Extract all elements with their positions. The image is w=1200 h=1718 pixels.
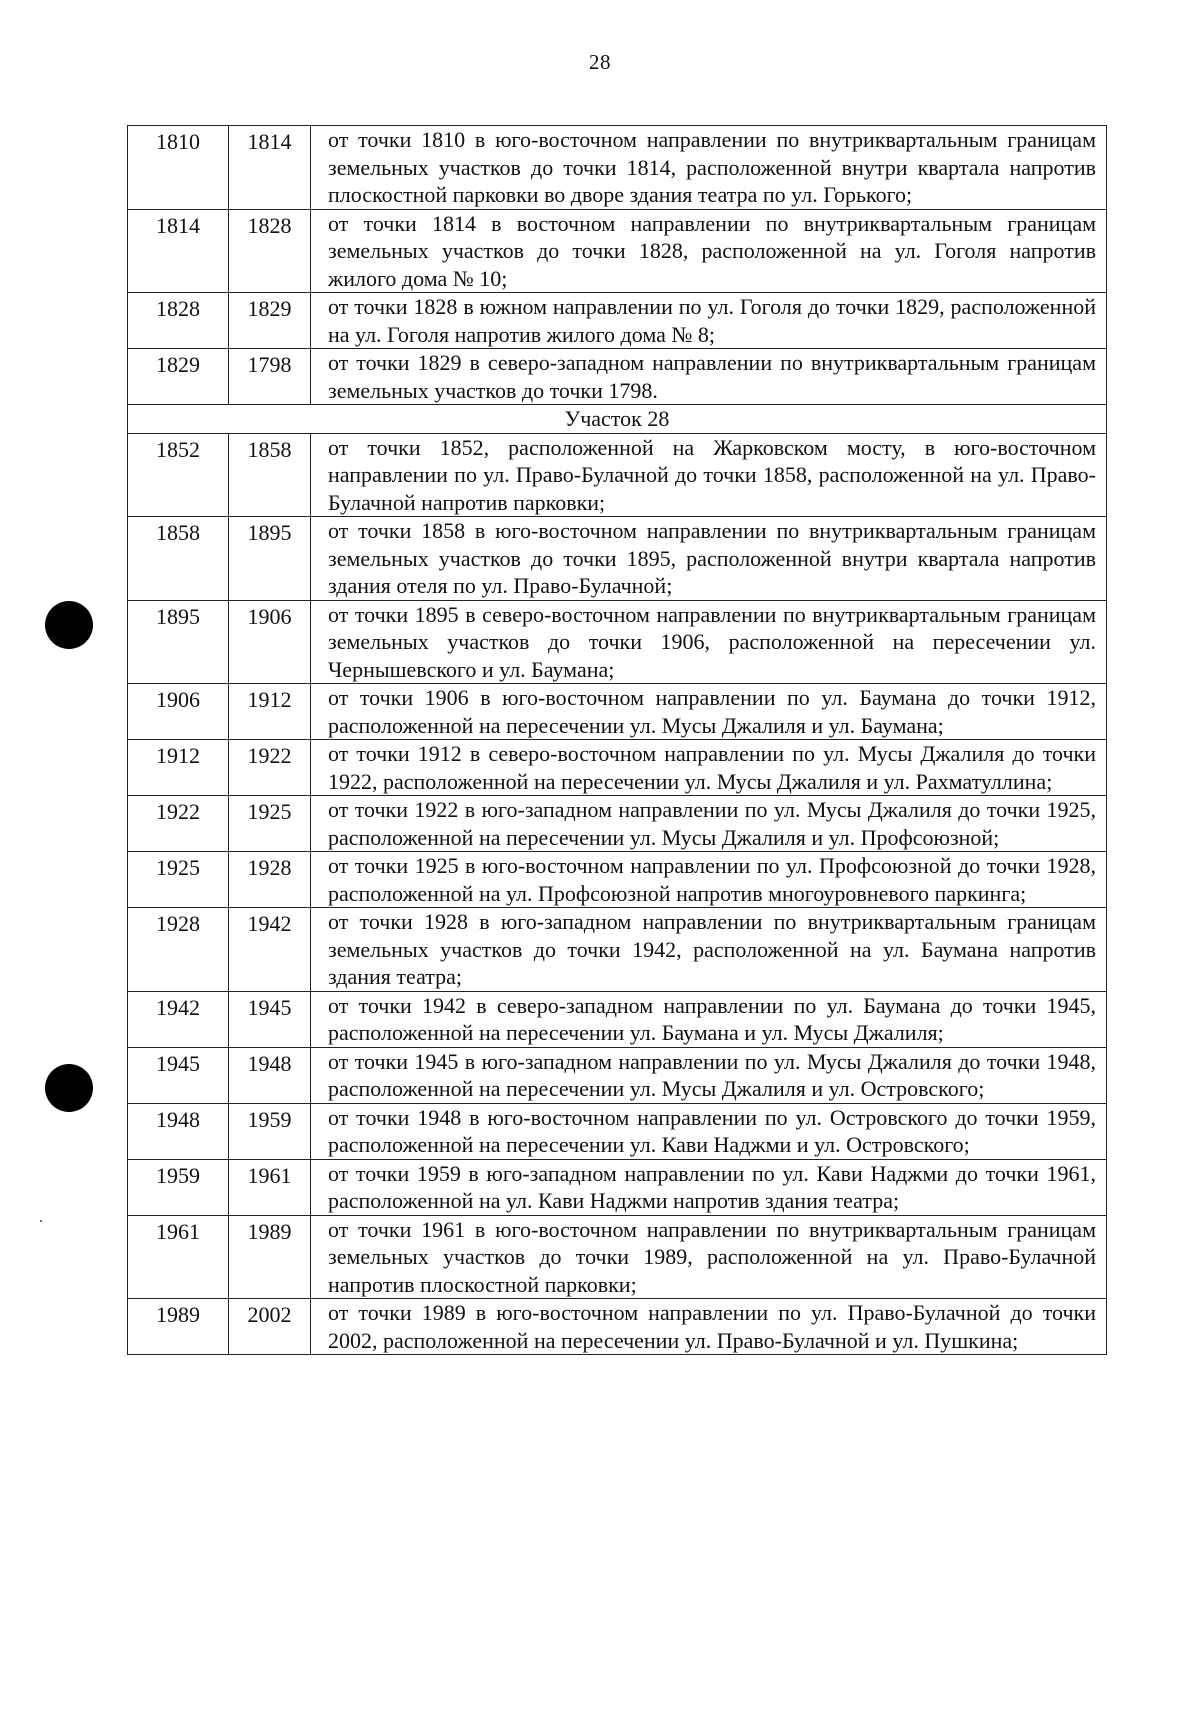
point-to-cell: 1829 (229, 293, 311, 349)
description-cell: от точки 1989 в юго-восточном направлении по ул. Право-Булачной до точки 2002, расположенной на пересечении ул. Право-Булачной и ул. Пушкина; (311, 1299, 1107, 1355)
point-from-cell: 1959 (128, 1159, 229, 1215)
description-cell: от точки 1925 в юго-восточном направлении по ул. Профсоюзной до точки 1928, расположенной на ул. Профсоюзной напротив многоуровневого паркинга; (311, 852, 1107, 908)
table-row (128, 1215, 1107, 1299)
description-cell: от точки 1912 в северо-восточном направлении по ул. Мусы Джалиля до точки 1922, расположенной на пересечении ул. Мусы Джалиля и ул. Рахматуллина; (311, 740, 1107, 796)
table-row (128, 1047, 1107, 1103)
point-to-cell: 1858 (229, 433, 311, 517)
description-cell: от точки 1948 в юго-восточном направлении по ул. Островского до точки 1959, расположенной на пересечении ул. Кави Наджми и ул. Островского; (311, 1103, 1107, 1159)
point-to-cell: 1814 (229, 126, 311, 210)
table-row (128, 852, 1107, 908)
table-row (128, 796, 1107, 852)
point-from-cell: 1912 (128, 740, 229, 796)
description-cell: от точки 1961 в юго-восточном направлении по внутриквартальным границам земельных участков до точки 1989, расположенной на ул. Право-Булачной напротив плоскостной парковки; (311, 1215, 1107, 1299)
description-cell: от точки 1942 в северо-западном направлении по ул. Баумана до точки 1945, расположенной на пересечении ул. Баумана и ул. Мусы Джалиля; (311, 991, 1107, 1047)
description-cell: от точки 1895 в северо-восточном направлении по внутриквартальным границам земельных участков до точки 1906, расположенной на пересечении ул. Чернышевского и ул. Баумана; (311, 600, 1107, 684)
point-from-cell: 1814 (128, 209, 229, 293)
point-from-cell: 1828 (128, 293, 229, 349)
description-cell: от точки 1828 в южном направлении по ул. Гоголя до точки 1829, расположенной на ул. Гоголя напротив жилого дома № 8; (311, 293, 1107, 349)
point-from-cell: 1858 (128, 517, 229, 601)
point-to-cell: 1948 (229, 1047, 311, 1103)
point-to-cell: 1906 (229, 600, 311, 684)
description-cell: от точки 1906 в юго-восточном направлении по ул. Баумана до точки 1912, расположенной на пересечении ул. Мусы Джалиля и ул. Баумана; (311, 684, 1107, 740)
table-row (128, 517, 1107, 601)
point-to-cell: 1912 (229, 684, 311, 740)
punch-hole (45, 601, 93, 649)
description-cell: от точки 1810 в юго-восточном направлении по внутриквартальным границам земельных участков до точки 1814, расположенной внутри квартала напротив плоскостной парковки во дворе здания театра по ул. Горького; (311, 126, 1107, 210)
point-from-cell: 1961 (128, 1215, 229, 1299)
point-from-cell: 1852 (128, 433, 229, 517)
description-cell: от точки 1858 в юго-восточном направлении по внутриквартальным границам земельных участков до точки 1895, расположенной внутри квартала напротив здания отеля по ул. Право-Булачной; (311, 517, 1107, 601)
description-cell: от точки 1945 в юго-западном направлении по ул. Мусы Джалиля до точки 1948, расположенной на пересечении ул. Мусы Джалиля и ул. Островского; (311, 1047, 1107, 1103)
table-row (128, 740, 1107, 796)
point-to-cell: 2002 (229, 1299, 311, 1355)
point-to-cell: 1928 (229, 852, 311, 908)
point-to-cell: 1828 (229, 209, 311, 293)
point-from-cell: 1922 (128, 796, 229, 852)
point-to-cell: 1942 (229, 908, 311, 992)
table-row (128, 1103, 1107, 1159)
point-to-cell: 1961 (229, 1159, 311, 1215)
point-from-cell: 1928 (128, 908, 229, 992)
point-from-cell: 1906 (128, 684, 229, 740)
table-row (128, 433, 1107, 517)
point-from-cell: 1810 (128, 126, 229, 210)
point-to-cell: 1989 (229, 1215, 311, 1299)
point-to-cell: 1798 (229, 349, 311, 405)
description-cell: от точки 1852, расположенной на Жарковском мосту, в юго-восточном направлении по ул. Право-Булачной до точки 1858, расположенной на ул. Право-Булачной напротив парковки; (311, 433, 1107, 517)
scan-speck (40, 1220, 42, 1222)
point-from-cell: 1989 (128, 1299, 229, 1355)
table-row (128, 209, 1107, 293)
point-to-cell: 1922 (229, 740, 311, 796)
section-title: Участок 28 (128, 405, 1107, 434)
table-row (128, 991, 1107, 1047)
page-number: 28 (589, 50, 611, 74)
description-cell: от точки 1959 в юго-западном направлении по ул. Кави Наджми до точки 1961, расположенной на ул. Кави Наджми напротив здания театра; (311, 1159, 1107, 1215)
table-row (128, 908, 1107, 992)
point-from-cell: 1829 (128, 349, 229, 405)
point-from-cell: 1895 (128, 600, 229, 684)
description-cell: от точки 1922 в юго-западном направлении по ул. Мусы Джалиля до точки 1925, расположенной на пересечении ул. Мусы Джалиля и ул. Профсоюзной; (311, 796, 1107, 852)
table-row (128, 349, 1107, 405)
table-body (128, 126, 1107, 1355)
table-row (128, 684, 1107, 740)
section-header-row (128, 405, 1107, 434)
point-from-cell: 1925 (128, 852, 229, 908)
table-row (128, 600, 1107, 684)
description-cell: от точки 1928 в юго-западном направлении по внутриквартальным границам земельных участков до точки 1942, расположенной на ул. Баумана напротив здания театра; (311, 908, 1107, 992)
table-row (128, 126, 1107, 210)
point-to-cell: 1959 (229, 1103, 311, 1159)
table-row (128, 1299, 1107, 1355)
point-from-cell: 1945 (128, 1047, 229, 1103)
punch-hole (45, 1064, 93, 1112)
point-to-cell: 1925 (229, 796, 311, 852)
description-cell: от точки 1814 в восточном направлении по внутриквартальным границам земельных участков до точки 1828, расположенной на ул. Гоголя напротив жилого дома № 10; (311, 209, 1107, 293)
table-row (128, 1159, 1107, 1215)
point-to-cell: 1945 (229, 991, 311, 1047)
description-cell: от точки 1829 в северо-западном направлении по внутриквартальным границам земельных участков до точки 1798. (311, 349, 1107, 405)
point-to-cell: 1895 (229, 517, 311, 601)
point-from-cell: 1942 (128, 991, 229, 1047)
point-from-cell: 1948 (128, 1103, 229, 1159)
boundary-table (127, 125, 1107, 1355)
table-row (128, 293, 1107, 349)
